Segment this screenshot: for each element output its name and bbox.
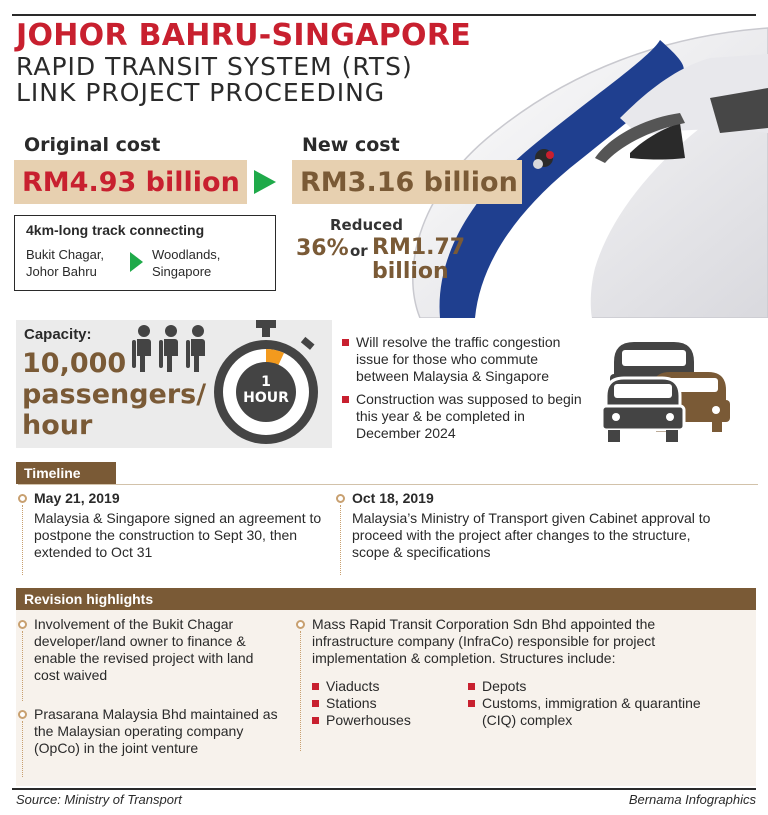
new-cost-value: RM3.16 billion: [292, 160, 522, 204]
title-line-2: RAPID TRANSIT SYSTEM (RTS): [16, 52, 413, 81]
stopwatch-icon: [206, 318, 326, 448]
bullet-marker: [468, 683, 475, 690]
bullet-marker: [312, 700, 319, 707]
source-credit: Source: Ministry of Transport: [16, 792, 182, 807]
structure-label: Customs, immigration & quarantine (CIQ) complex: [482, 695, 701, 728]
timeline-text: Malaysia & Singapore signed an agreement to postpone the construction to Sept 30, then extended to Oct 31: [34, 510, 322, 560]
structures-list-2: [468, 678, 738, 729]
bullet-marker: [342, 339, 349, 346]
timeline-connector: [340, 505, 341, 575]
timeline-text: Malaysia’s Ministry of Transport given Cabinet approval to proceed with the project after changes to the structure, scope & specifications: [352, 510, 711, 560]
structure-label: Depots: [482, 678, 527, 694]
original-cost-label: Original cost: [24, 134, 161, 156]
timeline-dot: [18, 494, 27, 503]
top-rule: [12, 14, 756, 16]
revision-intro: Mass Rapid Transit Corporation Sdn Bhd appointed the infrastructure company (InfraCo) responsible for project implementation & completion. Structures include:: [312, 616, 656, 666]
reduced-percent: 36%: [296, 236, 349, 261]
structures-list-1: [312, 678, 462, 729]
structure-label: Powerhouses: [326, 712, 411, 728]
infographic-credit: Bernama Infographics: [628, 792, 756, 807]
arrow-right-icon: [254, 170, 276, 194]
list-item: [468, 695, 738, 729]
revision-connector: [22, 721, 23, 777]
capacity-label: Capacity:: [24, 326, 92, 343]
list-item: [312, 695, 462, 712]
revision-item: Prasarana Malaysia Bhd maintained as the Malaysian operating company (OpCo) in the joint venture: [34, 706, 278, 756]
structure-label: Viaducts: [326, 678, 380, 694]
benefit-text: Will resolve the traffic congestion issue for those who commute between Malaysia & Singapore: [356, 334, 561, 384]
revision-connector: [22, 631, 23, 701]
list-item: [342, 391, 586, 442]
track-title: 4km-long track connecting: [26, 222, 205, 238]
bullet-marker: [312, 717, 319, 724]
benefit-text: Construction was supposed to begin this year & be completed in December 2024: [356, 391, 582, 441]
timer-unit: HOUR: [243, 390, 289, 406]
timeline-dot: [336, 494, 345, 503]
structure-label: Stations: [326, 695, 377, 711]
bottom-rule: [12, 788, 756, 790]
bullet-marker: [312, 683, 319, 690]
track-from: Bukit Chagar, Johor Bahru: [26, 247, 105, 279]
revision-heading: Revision highlights: [16, 588, 756, 610]
reduced-label: Reduced: [330, 216, 403, 234]
timeline-rule: [18, 484, 758, 485]
revision-dot: [18, 620, 27, 629]
passengers-icon: [128, 324, 214, 376]
list-item: [312, 678, 462, 695]
title-line-3: LINK PROJECT PROCEEDING: [16, 78, 386, 107]
list-item: [468, 678, 738, 695]
benefits-list: [342, 334, 586, 448]
revision-dot: [296, 620, 305, 629]
revision-dot: [18, 710, 27, 719]
timeline-connector: [22, 505, 23, 575]
timeline-date: Oct 18, 2019: [352, 490, 434, 506]
track-to: Woodlands, Singapore: [152, 247, 221, 279]
list-item: [342, 334, 586, 385]
timer-number: 1: [261, 374, 271, 390]
arrow-right-icon: [130, 252, 143, 272]
title-line-1: JOHOR BAHRU-SINGAPORE: [16, 18, 472, 53]
traffic-cars-icon: [600, 326, 730, 444]
revision-item: Involvement of the Bukit Chagar developer/land owner to finance & enable the revised project with land cost waived: [34, 616, 254, 683]
timeline-date: May 21, 2019: [34, 490, 120, 506]
timeline-heading: Timeline: [16, 462, 116, 484]
bullet-marker: [342, 396, 349, 403]
reduced-or: or: [350, 242, 368, 260]
new-cost-label: New cost: [302, 134, 400, 156]
revision-connector: [300, 631, 301, 751]
capacity-value: 10,000 passengers/ hour: [22, 348, 207, 441]
original-cost-value: RM4.93 billion: [14, 160, 247, 204]
bullet-marker: [468, 700, 475, 707]
reduced-amount: RM1.77 billion: [372, 235, 466, 284]
list-item: [312, 712, 462, 729]
